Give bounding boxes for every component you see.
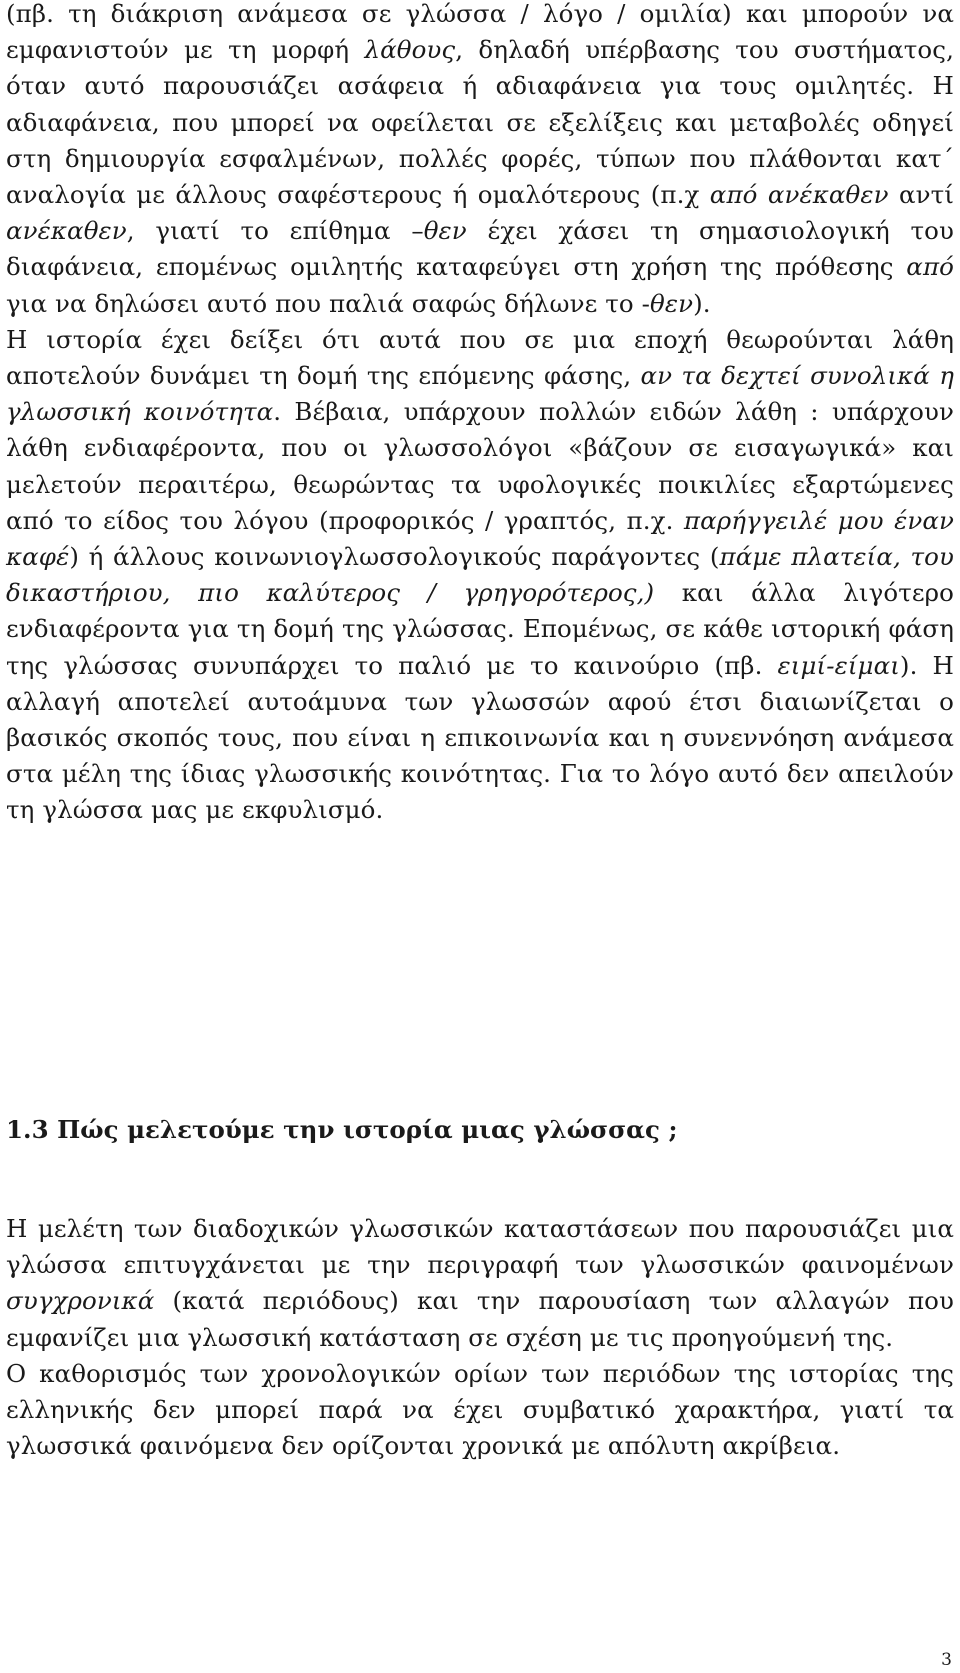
section-body-2 bbox=[6, 1211, 954, 1464]
italic-term: θεν bbox=[650, 288, 694, 318]
text-run: Ο καθορισμός των χρονολογικών ορίων των περιόδων της ιστορίας της ελληνικής δεν μπορεί παρά να έχει συμβατικό χαρακτήρα, γιατί τα γλωσσικά φαινόμενα δεν ορίζονται χρονικά με απόλυτη ακρίβεια. bbox=[6, 1358, 954, 1461]
text-run: για να δηλώσει αυτό που παλιά σαφώς δήλωνε το - bbox=[6, 288, 651, 318]
text-run: (πβ. τη διάκριση ανάμεσα σε γλώσσα / λόγο / ομιλία) και μπορούν να εμφανιστούν με τη μορφή bbox=[6, 0, 954, 65]
text-run: ). Η αλλαγή αποτελεί αυτοάμυνα των γλωσσών αφού έτσι διαιωνίζεται ο βασικός σκοπός τους, που είναι η επικοινωνία και η συνεννόηση ανάμεσα στα μέλη της ίδιας γλωσσικής κοινότητας. Για το λόγο αυτό δεν απειλούν τη γλώσσα μας με εκφυλισμό. bbox=[6, 650, 954, 825]
italic-term: λάθους bbox=[364, 35, 456, 65]
text-run: (κατά περιόδους) και την παρουσίαση των αλλαγών που εμφανίζει μια γλωσσική κατάσταση σε σχέση με τις προηγούμενή της. bbox=[6, 1286, 954, 1352]
text-run: αντί bbox=[888, 180, 954, 210]
text-run: Η ιστορία έχει δείξει ότι αυτά που σε μια εποχή θεωρούνται λάθη αποτελούν δυνάμει τη δομή της επόμενης φάσης, bbox=[6, 324, 954, 391]
italic-term: από bbox=[906, 252, 954, 282]
text-run: , γιατί το επίθημα – bbox=[126, 216, 424, 246]
paragraph-study bbox=[6, 1211, 954, 1356]
text-run: και άλλα λιγότερο ενδιαφέροντα για τη δομή της γλώσσας. Επομένως, σε κάθε ιστορική φάση της γλώσσας συνυπάρχει το παλιό με το καινούριο (πβ. bbox=[6, 578, 954, 680]
italic-term: πάμε πλατεία, του δικαστήριου, πιο καλύτερος / γρηγορότερος,) bbox=[6, 542, 954, 608]
italic-term: αν τα δεχτεί συνολικά η γλωσσική κοινότητα bbox=[6, 361, 954, 427]
text-run: ) ή άλλους κοινωνιογλωσσολογικούς παράγοντες ( bbox=[69, 542, 720, 572]
text-run: , δηλαδή υπέρβασης του συστήματος, όταν αυτό παρουσιάζει ασάφεια ή αδιαφάνεια για τους ομιλητές. Η αδιαφάνεια, που μπορεί να οφείλεται σε εξελίξεις και μεταβολές οδηγεί στη δημιουργία εσφαλμένων, πολλές φορές, τύπων που πλάθονται κατ΄ αναλογία με άλλους σαφέστερους ή ομαλότερους (π.χ bbox=[6, 35, 954, 210]
page-number: 3 bbox=[941, 1650, 952, 1670]
italic-term: ειμί-είμαι bbox=[777, 650, 900, 680]
italic-term: παρήγγειλέ μου έναν καφέ bbox=[6, 505, 954, 572]
paragraph-history bbox=[6, 322, 954, 829]
italic-term: θεν bbox=[423, 216, 467, 246]
italic-term: συγχρονικά bbox=[6, 1286, 155, 1316]
text-run: Η μελέτη των διαδοχικών γλωσσικών καταστάσεων που παρουσιάζει μια γλώσσα επιτυγχάνεται με την περιγραφή των γλωσσικών φαινομένων bbox=[6, 1214, 954, 1280]
paragraph-errors bbox=[6, 0, 954, 322]
italic-term: ανέκαθεν bbox=[6, 216, 127, 246]
section-heading: 1.3 Πώς μελετούμε την ιστορία μιας γλώσσας ; bbox=[6, 1115, 678, 1144]
document-page bbox=[6, 0, 954, 829]
text-run: ). bbox=[693, 288, 711, 318]
text-run: έχει χάσει τη σημασιολογική του διαφάνεια, επομένως ομιλητής καταφεύγει στη χρήση της πρόθεσης bbox=[6, 216, 954, 282]
italic-term: από ανέκαθεν bbox=[709, 180, 889, 210]
section-body-1 bbox=[6, 0, 954, 829]
paragraph-periods bbox=[6, 1356, 954, 1465]
text-run: . Βέβαια, υπάρχουν πολλών ειδών λάθη : υπάρχουν λάθη ενδιαφέροντα, που οι γλωσσολόγοι «βάζουν σε εισαγωγικά» και μελετούν περαιτέρω, θεωρώντας τα υφολογικές ποικιλίες εξαρτώμενες από το είδος του λόγου (προφορικός / γραπτός, π.χ. bbox=[6, 397, 954, 535]
